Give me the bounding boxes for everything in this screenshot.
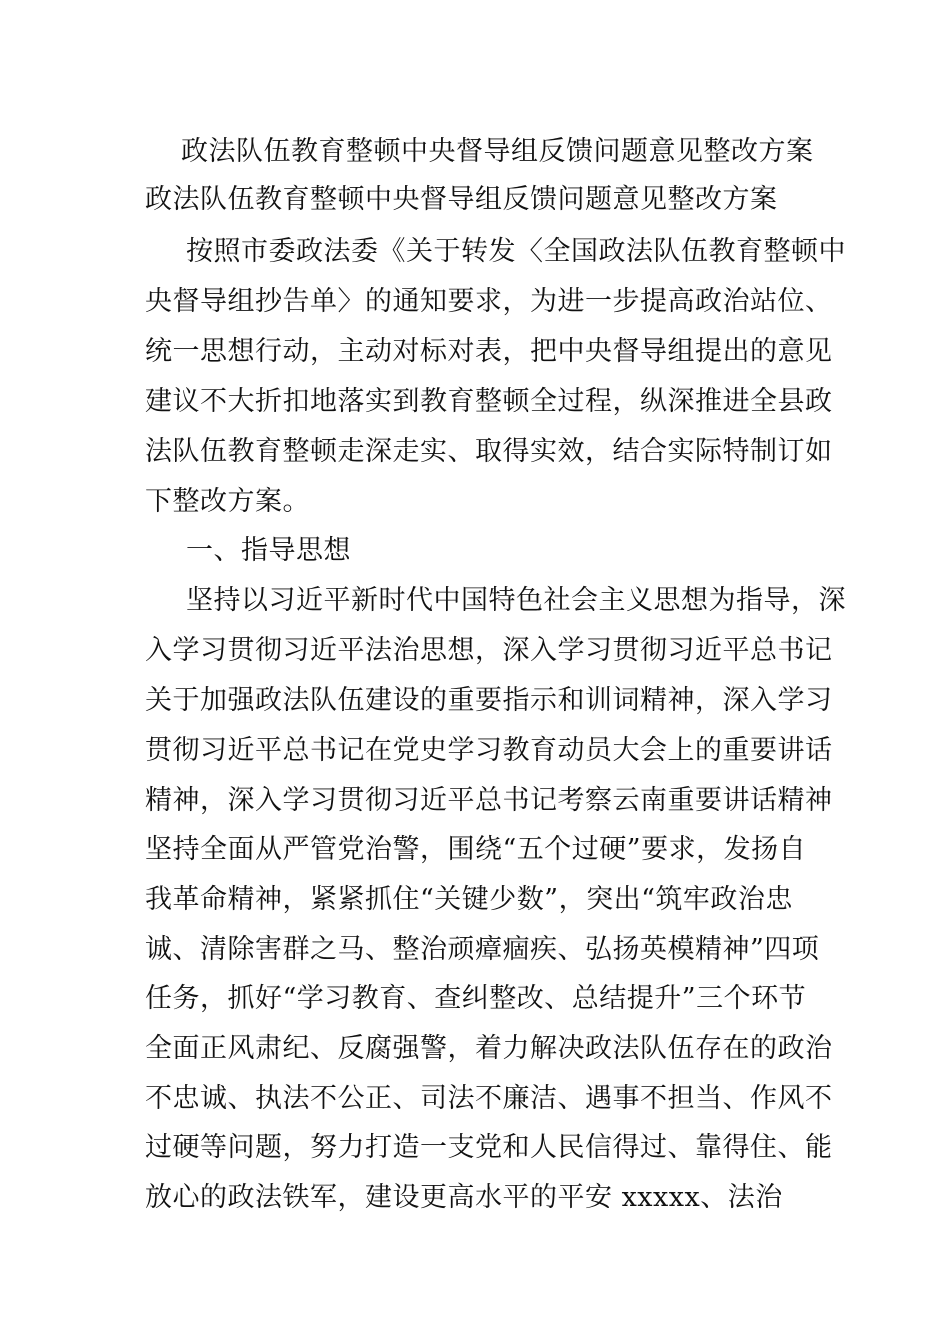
document-title: 政法队伍教育整顿中央督导组反馈问题意见整改方案 [181,136,814,167]
intro-line: 法队伍教育整顿走深走实、取得实效，结合实际特制订如 [145,436,833,467]
body-line: 精神，深入学习贯彻习近平总书记考察云南重要讲话精神 [145,785,833,816]
intro-line: 下整改方案。 [145,486,310,517]
body-line: 关于加强政法队伍建设的重要指示和训词精神，深入学习 [145,685,833,716]
body-line: 放心的政法铁军，建设更高水平的平安 xxxxx、法治 [145,1182,783,1213]
body-line: 任务，抓好“学习教育、查纠整改、总结提升”三个环节 [145,983,807,1014]
body-line: 入学习贯彻习近平法治思想，深入学习贯彻习近平总书记 [145,635,833,666]
body-line: 全面正风肃纪、反腐强警，着力解决政法队伍存在的政治 [145,1033,833,1064]
body-line: 不忠诚、执法不公正、司法不廉洁、遇事不担当、作风不 [145,1083,833,1114]
intro-line: 按照市委政法委《关于转发〈全国政法队伍教育整顿中 [186,236,846,267]
body-line: 诚、清除害群之马、整治顽瘴痼疾、弘扬英模精神”四项 [145,934,820,965]
intro-line: 央督导组抄告单〉的通知要求，为进一步提高政治站位、 [145,286,833,317]
intro-line: 建议不大折扣地落实到教育整顿全过程，纵深推进全县政 [145,386,833,417]
body-line: 贯彻习近平总书记在党史学习教育动员大会上的重要讲话 [145,735,833,766]
section-heading: 一、指导思想 [186,535,351,566]
body-line: 坚持以习近平新时代中国特色社会主义思想为指导，深 [186,585,846,616]
intro-line: 统一思想行动，主动对标对表，把中央督导组提出的意见 [145,336,833,367]
body-line: 过硬等问题，努力打造一支党和人民信得过、靠得住、能 [145,1132,833,1163]
body-line: 坚持全面从严管党治警，围绕“五个过硬”要求，发扬自 [145,834,807,865]
body-line: 我革命精神，紧紧抓住“关键少数”，突出“筑牢政治忠 [145,884,793,915]
document-subtitle: 政法队伍教育整顿中央督导组反馈问题意见整改方案 [145,184,778,215]
